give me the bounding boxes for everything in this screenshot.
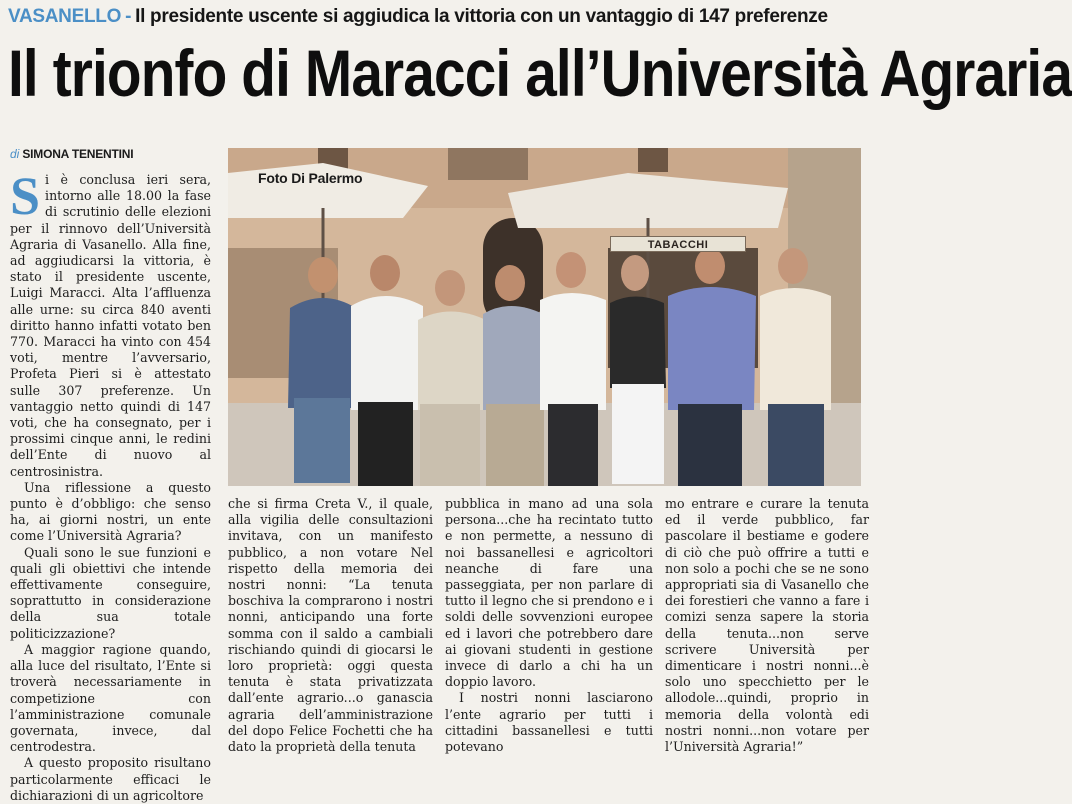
kicker-text: Il presidente uscente si aggiudica la vittoria con un vantaggio di 147 preferenze	[135, 6, 828, 27]
article-column-4	[665, 496, 869, 755]
byline	[10, 144, 220, 164]
dropcap: S	[10, 166, 41, 226]
kicker-place: VASANELLO	[8, 6, 122, 27]
paragraph-text: i è conclusa ieri sera, intorno alle 18.00 la fase di scrutinio delle elezioni per il rinnovo dell’Università Agraria di Vasanello. Alla fine, ad aggiudicarsi la vittoria, è stato il presidente uscente, Luigi Maracci. Alta l’affluenza alle urne: su circa 840 aventi diritto hanno infatti votato ben 770. Maracci ha vinto con 454 voti, mentre l’avversario, Profeta Pieri si è attestato sulle 307 preferenze. Un vantaggio netto quindi di 147 voti, che ha consegnato, per i prossimi cinque anni, le redini dell’Ente di nuovo al centrosinistra.	[10, 172, 211, 479]
article-column-1	[10, 166, 211, 803]
article-column-3	[445, 496, 653, 755]
kicker	[8, 5, 868, 29]
article-paragraph: A maggior ragione quando, alla luce del risultato, l’Ente si troverà necessariamente in competizione con l’amministrazione comunale governata, invece, dal centrodestra.	[10, 641, 211, 755]
shop-sign: TABACCHI	[610, 236, 746, 252]
article-paragraph: pubblica in mano ad una sola persona...che ha recintato tutto e non permette, a nessuno di noi bassanellesi e agricoltori neanche di fare una passeggiata, per non parlare di tutto il legno che si prendono e i soldi delle sovvenzioni europee ed i lavori che potrebbero dare ai giovani studenti in gestione invece di darlo a chi ha un doppio lavoro.	[445, 496, 653, 690]
article-paragraph: I nostri nonni lasciarono l’ente agrario per tutti i cittadini bassanellesi e tutti potevano	[445, 690, 653, 755]
news-photo	[228, 148, 861, 486]
byline-prefix: di	[10, 147, 20, 161]
photo-credit: Foto Di Palermo	[258, 170, 363, 186]
byline-author: SIMONA TENENTINI	[22, 147, 134, 161]
article-paragraph: A questo proposito risultano particolarmente efficaci le dichiarazioni di un agricoltore	[10, 755, 211, 803]
article-paragraph: mo entrare e curare la tenuta ed il verde pubblico, far pascolare il bestiame e godere di ciò che può offrire a tutti e non solo a pochi che se ne sono appropriati sia di Vasanello che dei forestieri che vanno a fare i comizi senza sapere la storia della tenuta...non serve scrivere Università per dimenticare i nostri nonni...è solo uno specchietto per le allodole...quindi, proprio in memoria della volontà edi nostri nonni...non votare per l’Università Agraria!”	[665, 496, 869, 755]
article-paragraph	[10, 166, 211, 480]
article-column-2	[228, 496, 433, 755]
group-photo-illustration	[228, 148, 861, 486]
kicker-separator: -	[125, 6, 132, 27]
headline: Il trionfo di Maracci all’Università Agraria	[8, 36, 1072, 110]
article-paragraph: Quali sono le sue funzioni e quali gli obiettivi che intende effettivamente conseguire, soprattutto in considerazione della sua totale politicizzazione?	[10, 544, 211, 641]
article-paragraph: Una riflessione a questo punto è d’obbligo: che senso ha, ai giorni nostri, un ente come l’Università Agraria?	[10, 479, 211, 544]
article-paragraph: che si firma Creta V., il quale, alla vigilia delle consultazioni invitava, con un manifesto pubblico, a non votare Nel rispetto della memoria dei nostri nonni: “La tenuta boschiva la comprarono i nostri nonni, anticipando una forte somma con il saldo a cambiali rischiando quindi di giocarsi le loro proprietà: oggi questa tenuta è stata privatizzata dall’ente agrario...o ganascia agraria dell’amministrazione del dopo Felice Fochetti che ha dato la proprietà della tenuta	[228, 496, 433, 755]
